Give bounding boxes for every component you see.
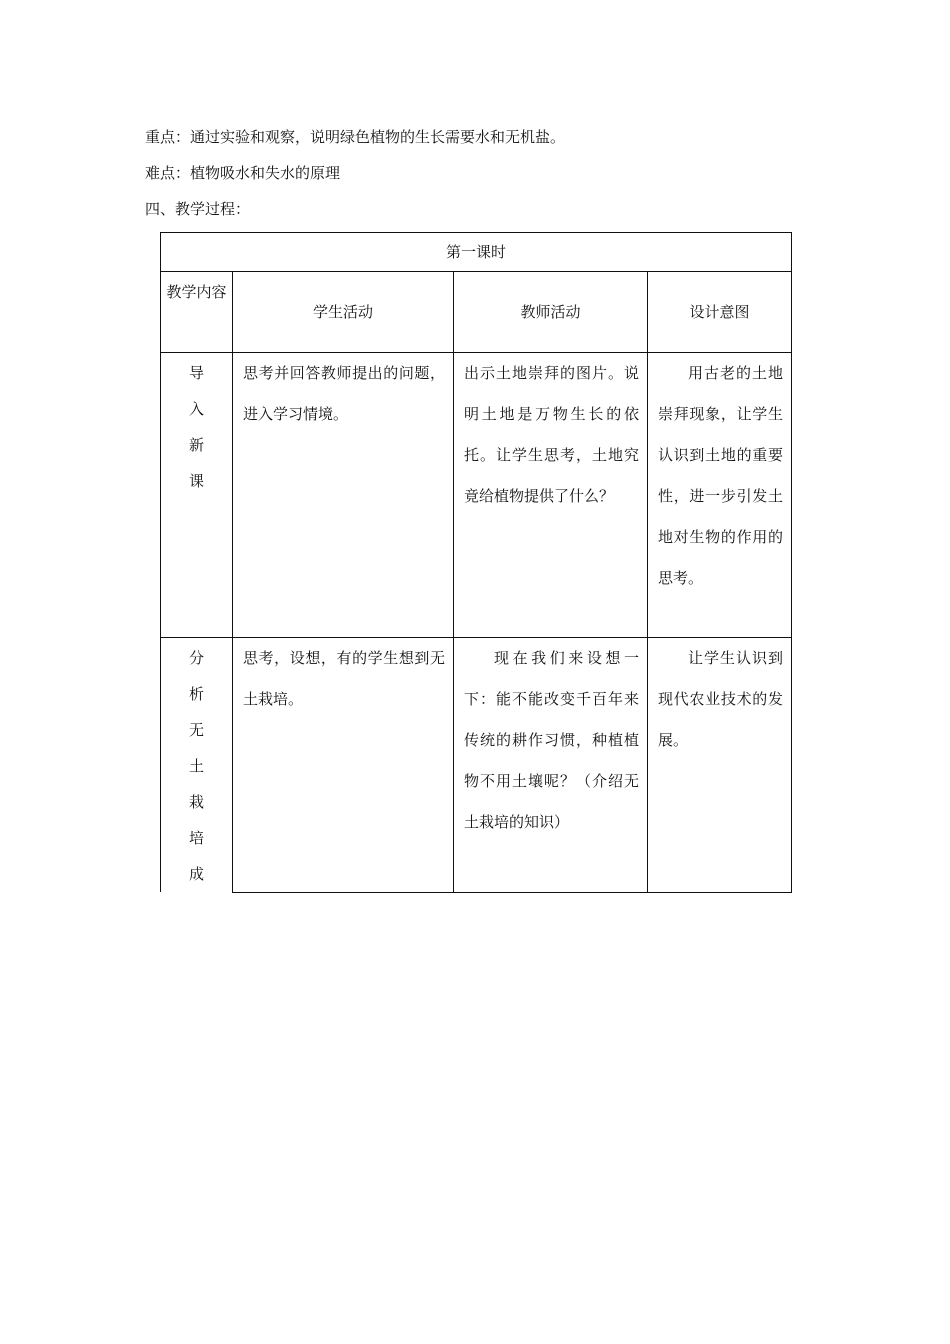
- header-teacher-activity: 教师活动: [454, 272, 648, 353]
- header-design-intent: 设计意图: [648, 272, 792, 353]
- student-activity-cell: 思考，设想，有的学生想到无土栽培。: [233, 638, 454, 893]
- table-header-row: [161, 272, 792, 353]
- design-intent-cell: 让学生认识到现代农业技术的发展。: [648, 638, 792, 893]
- key-point-text: 重点：通过实验和观察，说明绿色植物的生长需要水和无机盐。: [145, 128, 566, 146]
- section-label: 导 入 新 课: [188, 364, 204, 490]
- process-heading: 四、教学过程：: [145, 200, 251, 218]
- teacher-activity-cell: 出示土地崇拜的图片。说明土地是万物生长的依托。让学生思考，土地究竟给植物提供了什么？: [454, 353, 648, 638]
- difficult-point-text: 难点：植物吸水和失水的原理: [145, 164, 341, 182]
- header-content: 教学内容: [161, 272, 233, 353]
- table-row: [161, 638, 792, 893]
- student-activity-cell: 思考并回答教师提出的问题，进入学习情境。: [233, 353, 454, 638]
- table-row: [161, 353, 792, 638]
- header-student-activity: 学生活动: [233, 272, 454, 353]
- lesson-table: [160, 232, 792, 893]
- table-title-row: [161, 233, 792, 272]
- section-label-cell: [161, 353, 233, 638]
- teacher-activity-cell: 现在我们来设想一下：能不能改变千百年来传统的耕作习惯，种植植物不用土壤呢？（介绍无土栽培的知识）: [454, 638, 648, 893]
- section-label-cell: [161, 638, 233, 893]
- section-label: 分 析 无 土 栽 培 成: [188, 649, 204, 883]
- design-intent-cell: 用古老的土地崇拜现象，让学生认识到土地的重要性，进一步引发土地对生物的作用的思考。: [648, 353, 792, 638]
- table-title: 第一课时: [161, 233, 792, 272]
